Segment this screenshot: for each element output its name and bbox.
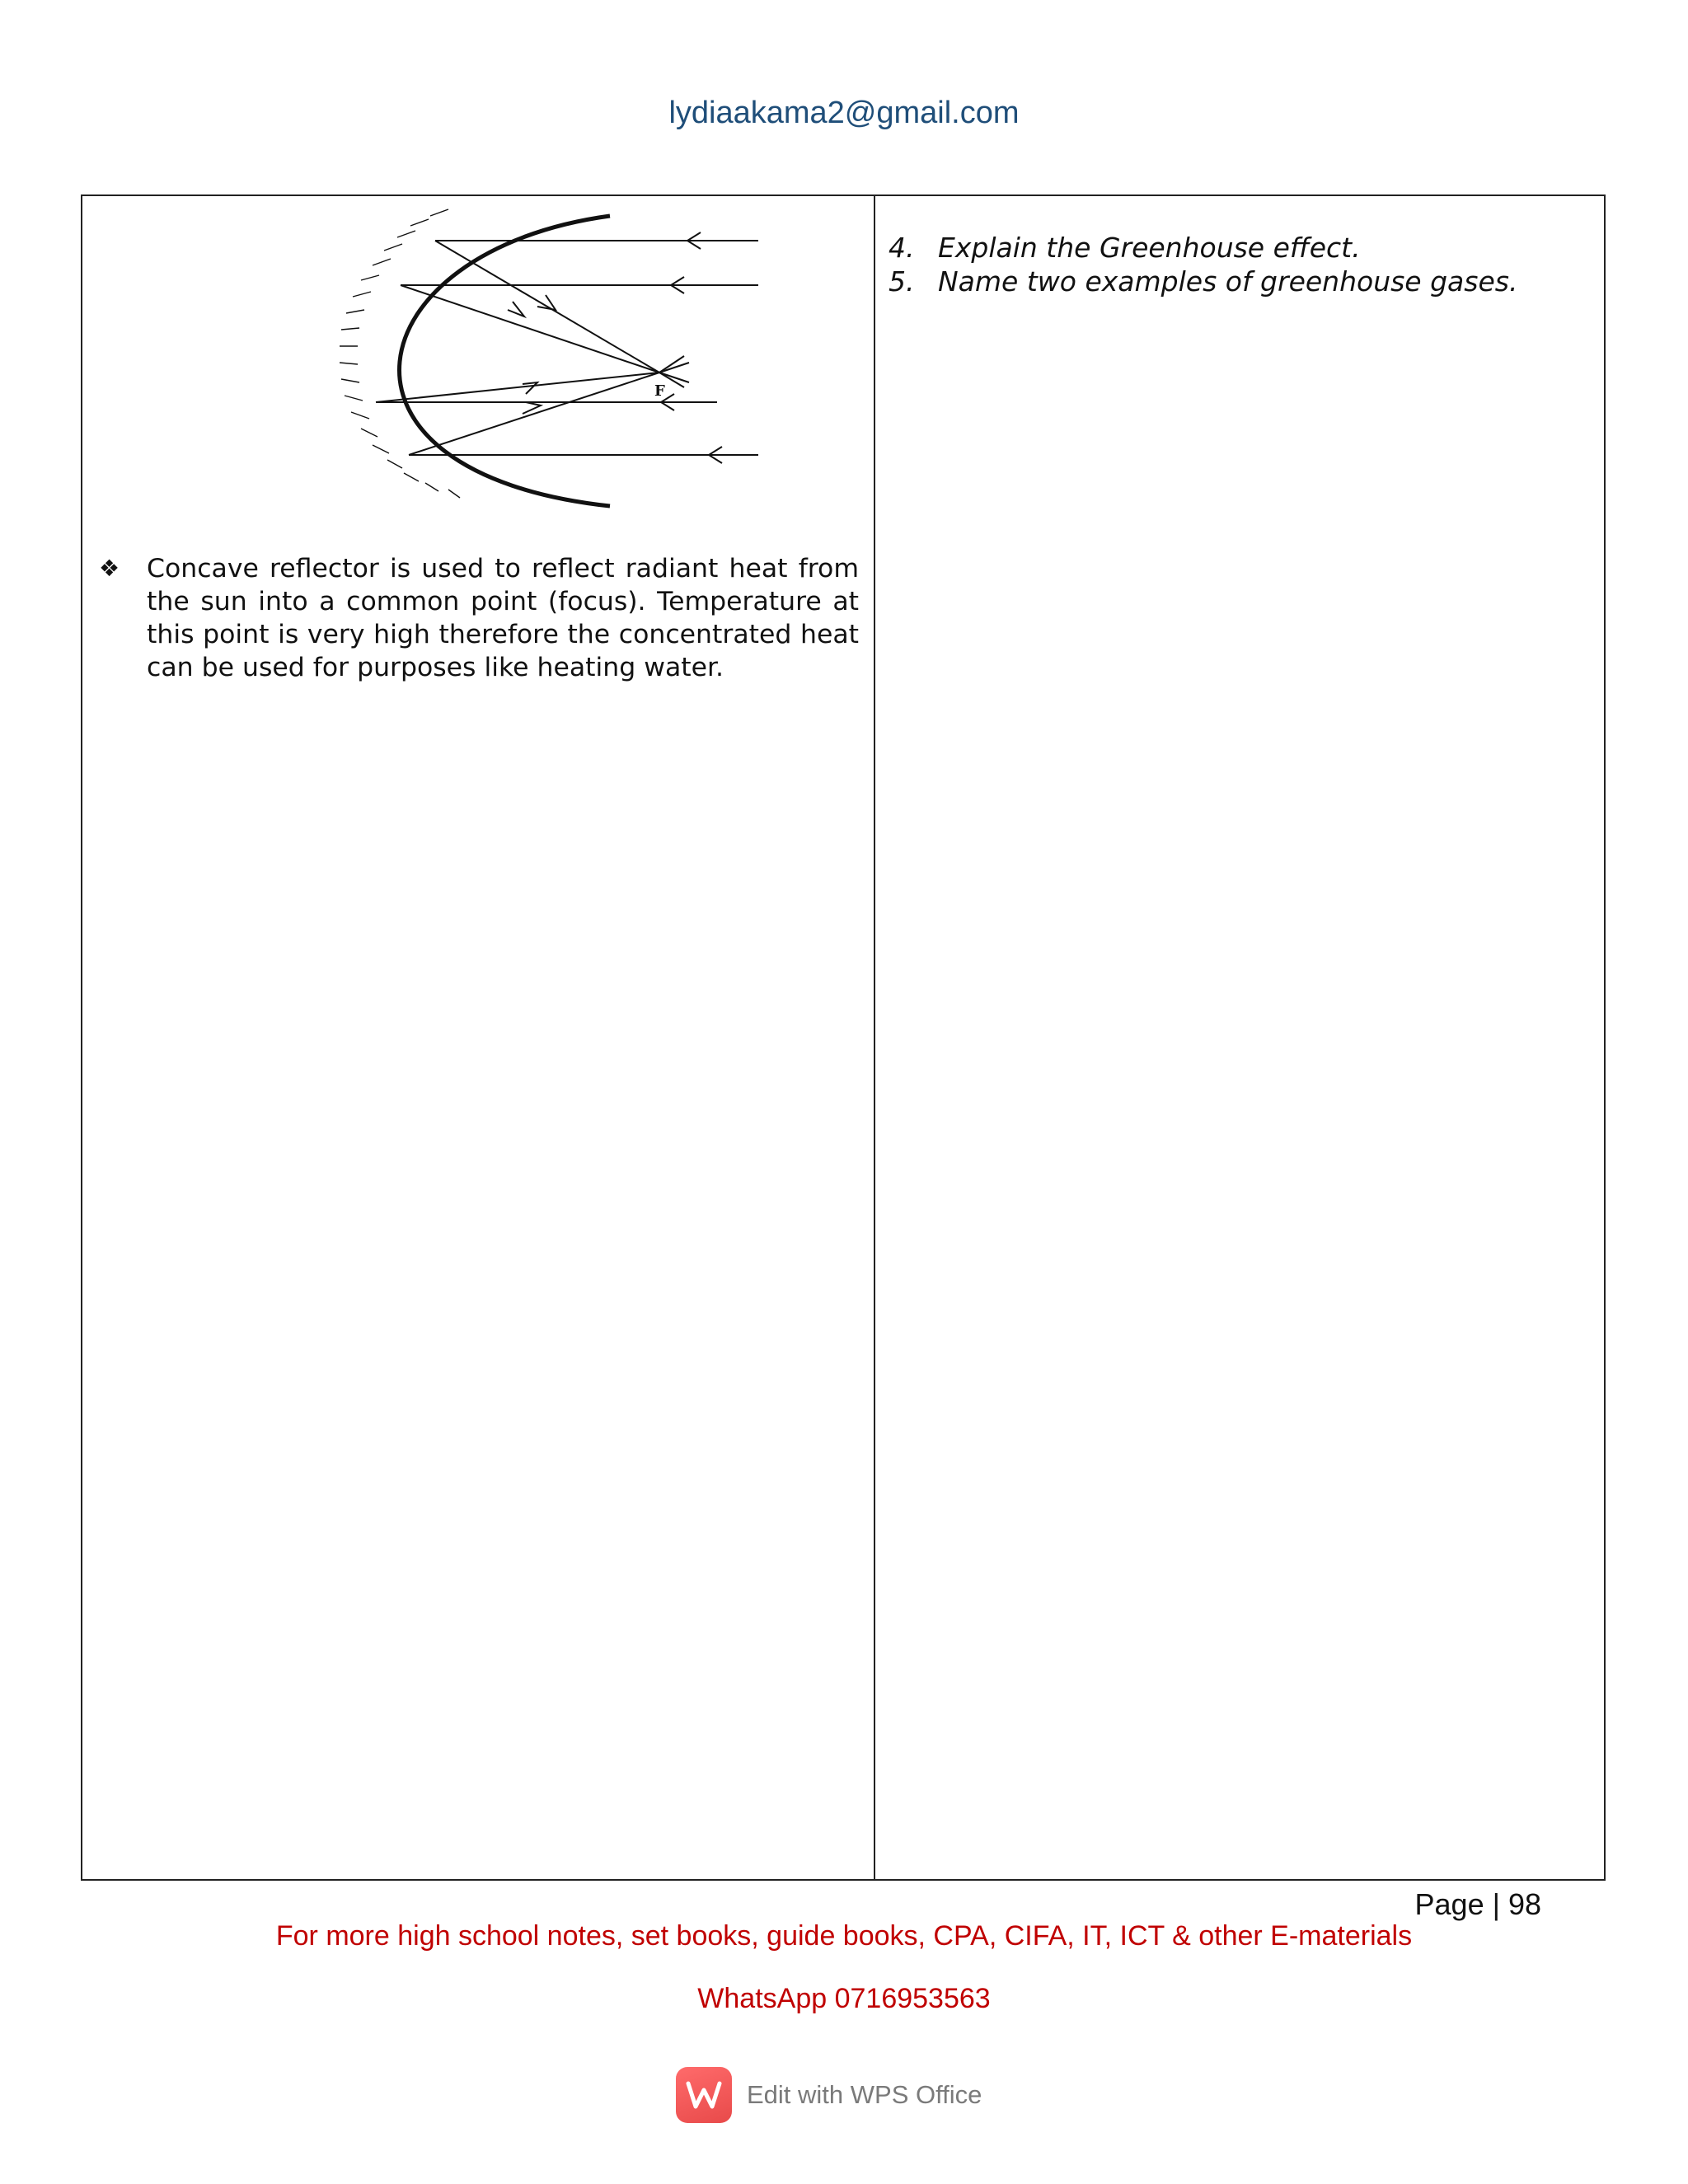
content-table <box>81 194 1606 1881</box>
wps-edit-button[interactable] <box>676 2067 982 2123</box>
question-text: Explain the Greenhouse effect. <box>938 232 1361 264</box>
bullet-paragraph <box>99 552 859 684</box>
mirror-surface <box>400 216 610 506</box>
column-divider <box>874 196 875 1879</box>
concave-mirror-diagram <box>321 201 783 523</box>
bullet-text: Concave reflector is used to reflect radiant heat from the sun into a common point (focus). Temperature at this point is very high therefore the concentrated heat can be used for purposes like heating water. <box>147 554 859 682</box>
wps-edit-label: Edit with WPS Office <box>747 2080 982 2109</box>
bullet-marker-icon: ❖ <box>99 555 120 581</box>
question-list <box>889 231 1581 298</box>
wps-w-icon <box>676 2067 732 2123</box>
question-item <box>889 231 1581 265</box>
question-number: 5. <box>889 265 915 298</box>
promo-text: For more high school notes, set books, guide books, CPA, CIFA, IT, ICT & other E-materials <box>275 1920 1413 1952</box>
whatsapp-contact: WhatsApp 0716953563 <box>697 1983 991 2014</box>
page-number: Page | 98 <box>1414 1887 1541 1921</box>
question-number: 4. <box>889 232 915 264</box>
question-item <box>889 265 1581 298</box>
header-email: lydiaakama2@gmail.com <box>668 96 1020 130</box>
question-text: Name two examples of greenhouse gases. <box>938 265 1518 298</box>
focus-label: F <box>654 382 665 400</box>
